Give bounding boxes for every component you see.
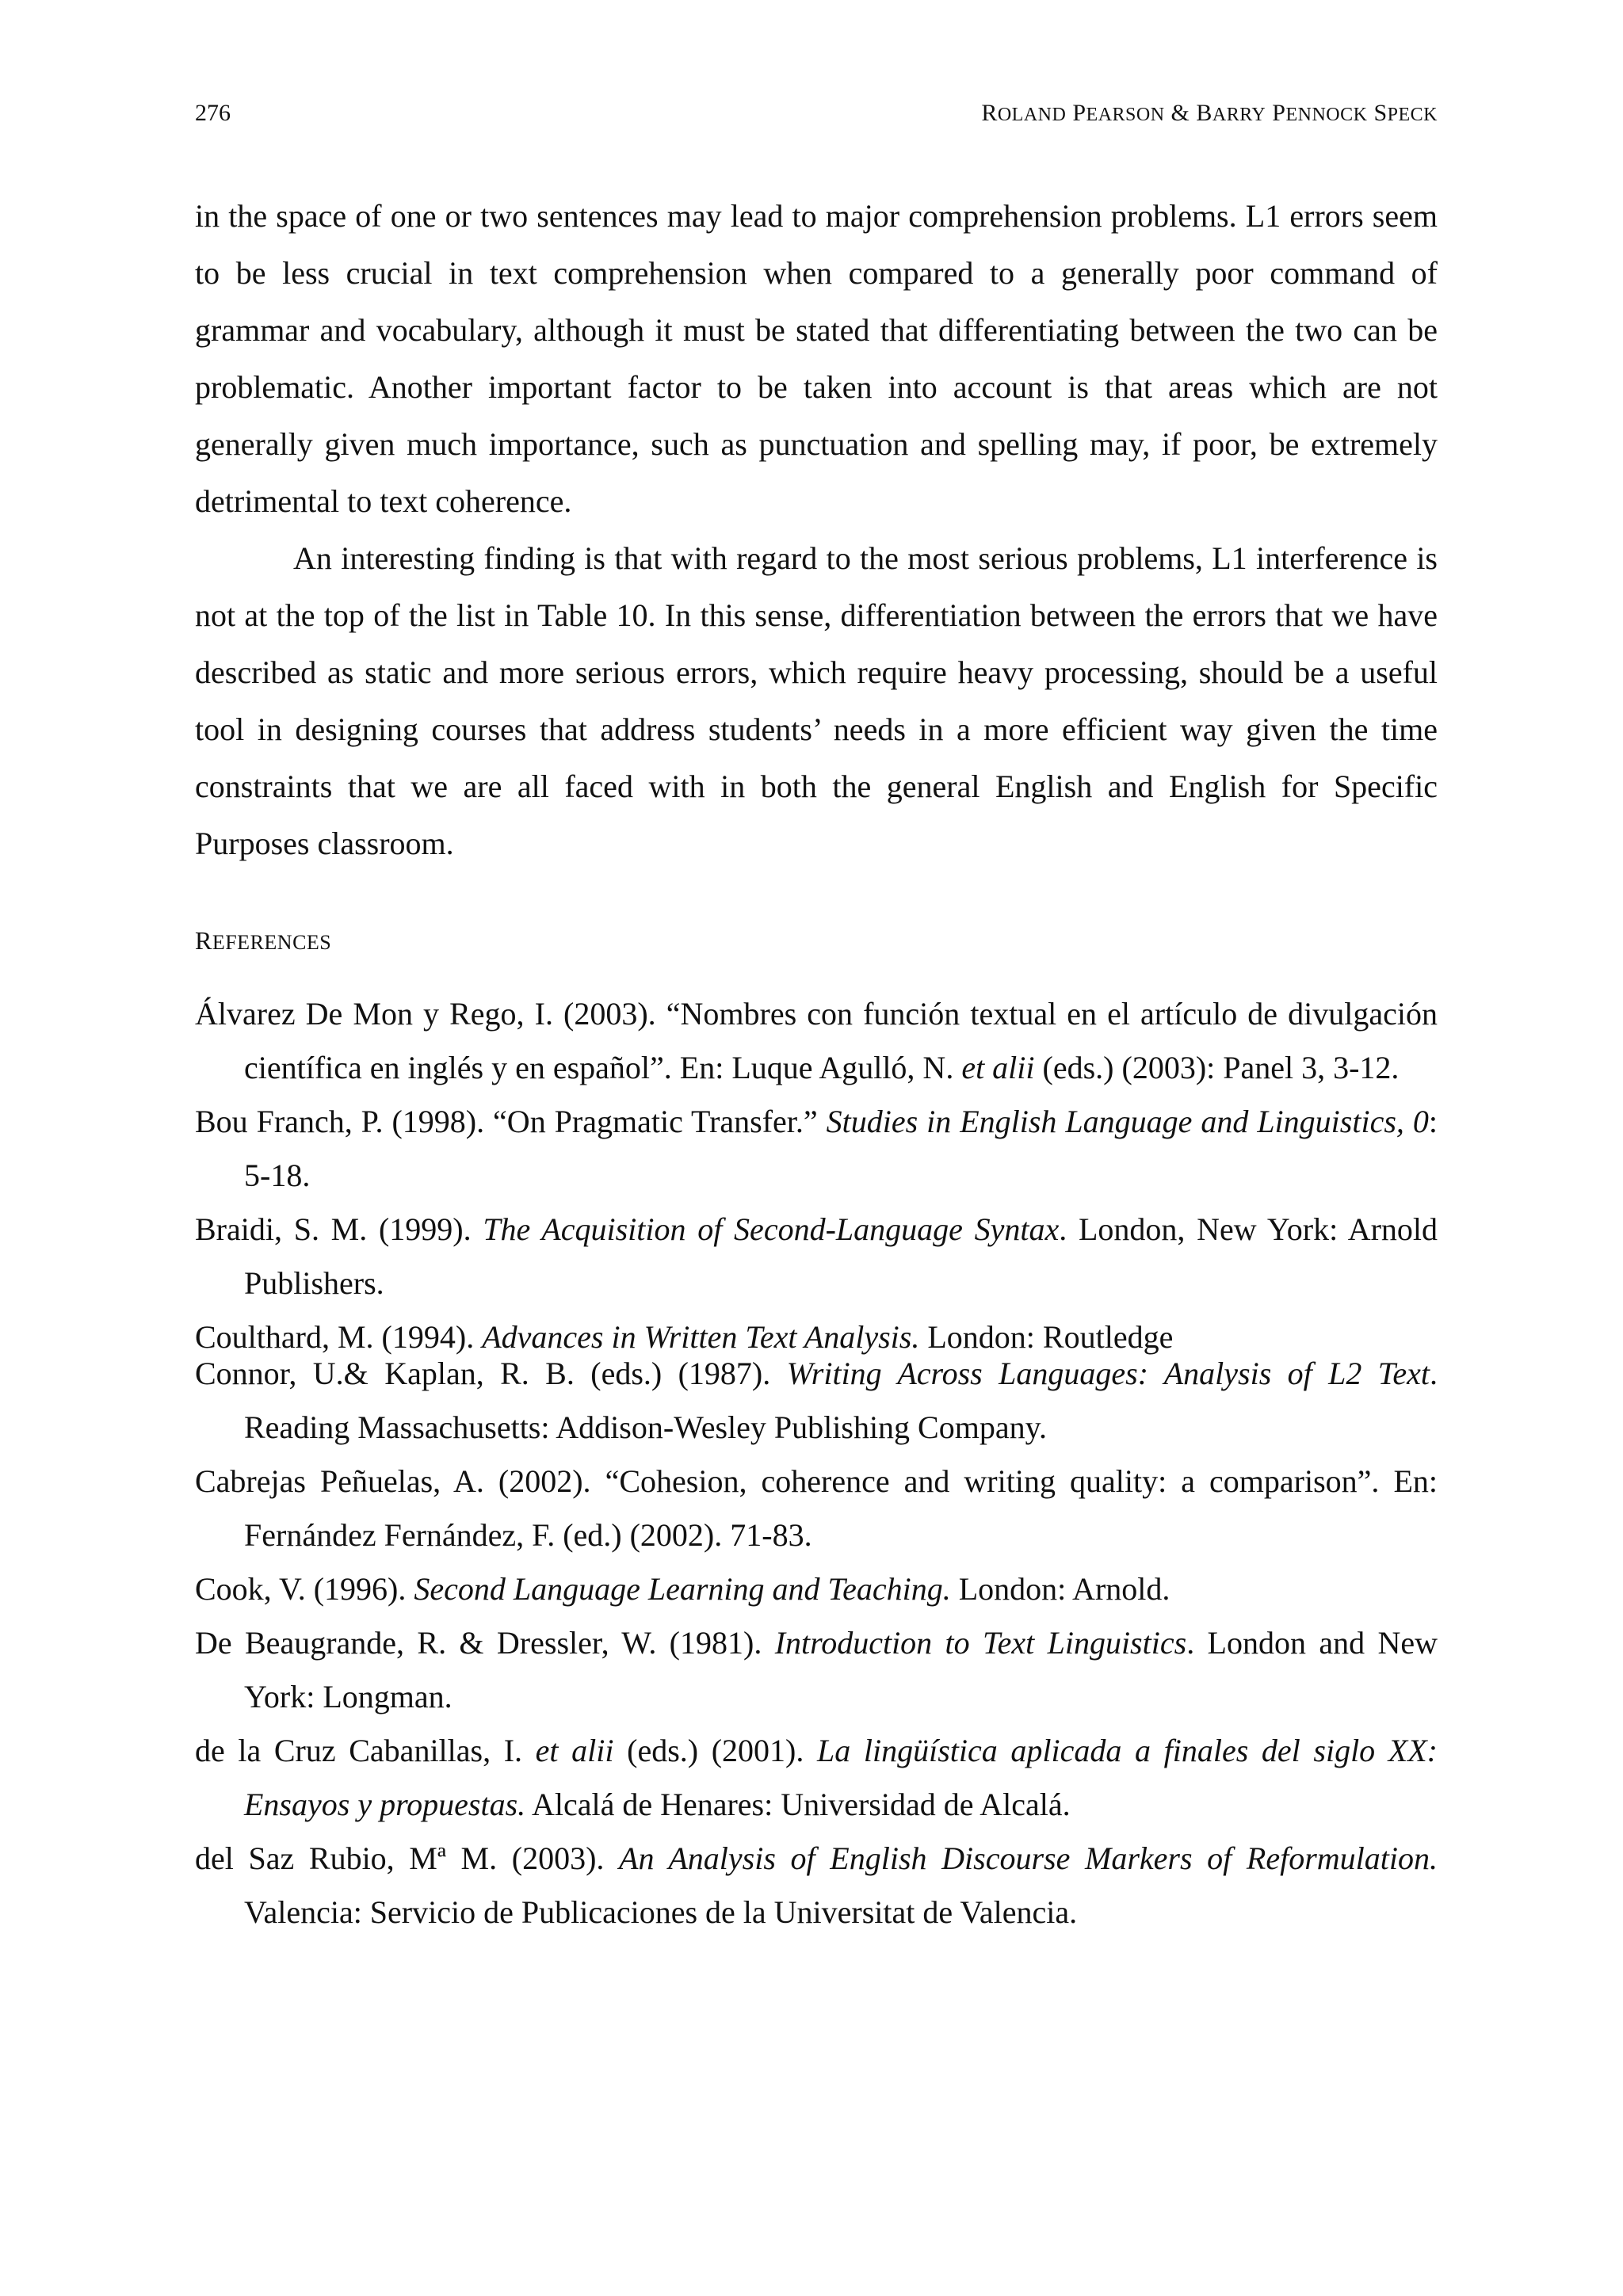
paragraph: in the space of one or two sentences may lead to major comprehension problems. L1 errors seem to be less crucial in text comprehension when compared to a generally poor command of grammar and vocabulary, although it must be stated that differentiating between the two can be problematic. Another important factor to be taken into account is that areas which are not generally given much importance, such as punctuation and spelling may, if poor, be extremely detrimental to text coherence. (195, 198, 1438, 519)
running-title: ROLAND PEARSON & BARRY PENNOCK SPECK (981, 100, 1438, 126)
reference-entry: del Saz Rubio, Mª M. (2003). An Analysis of English Discourse Markers of Reformulation. Valencia: Servicio de Publicaciones de la Universitat de Valencia. (195, 1840, 1438, 1930)
reference-entry: Connor, U.& Kaplan, R. B. (eds.) (1987). Writing Across Languages: Analysis of L2 Text. Reading Massachusetts: Addison-Wesley Publishing Company. (195, 1356, 1438, 1445)
reference-entry: Bou Franch, P. (1998). “On Pragmatic Transfer.” Studies in English Language and Linguistics, 0: 5-18. (195, 1104, 1438, 1193)
paragraph: An interesting finding is that with regard to the most serious problems, L1 interference is not at the top of the list in Table 10. In this sense, differentiation between the errors that we have described as static and more serious errors, which require heavy processing, should be a useful tool in designing courses that address students’ needs in a more efficient way given the time constraints that we are all faced with in both the general English and English for Specific Purposes classroom. (195, 540, 1438, 861)
reference-entry: Cook, V. (1996). Second Language Learning and Teaching. London: Arnold. (195, 1571, 1170, 1607)
reference-entry: Álvarez De Mon y Rego, I. (2003). “Nombres con función textual en el artículo de divulgación científica en inglés y en español”. En: Luque Agulló, N. et alii (eds.) (2003): Panel 3, 3-12. (195, 996, 1438, 1085)
page-number: 276 (195, 100, 231, 126)
references-heading: REFERENCES (195, 926, 332, 955)
body-text (195, 188, 1438, 872)
running-head (195, 93, 1438, 133)
reference-entry: Coulthard, M. (1994). Advances in Written Text Analysis. London: Routledge (195, 1319, 1174, 1355)
reference-entry: Braidi, S. M. (1999). The Acquisition of Second-Language Syntax. London, New York: Arnold Publishers. (195, 1211, 1438, 1301)
reference-entry: De Beaugrande, R. & Dressler, W. (1981). Introduction to Text Linguistics. London and New York: Longman. (195, 1625, 1438, 1714)
reference-entry: de la Cruz Cabanillas, I. et alii (eds.) (2001). La lingüística aplicada a finales del siglo XX: Ensayos y propuestas. Alcalá de Henares: Universidad de Alcalá. (195, 1733, 1438, 1822)
reference-entry: Cabrejas Peñuelas, A. (2002). “Cohesion, coherence and writing quality: a comparison”. En: Fernández Fernández, F. (ed.) (2002). 71-83. (195, 1463, 1438, 1553)
references-list (195, 987, 1438, 1939)
